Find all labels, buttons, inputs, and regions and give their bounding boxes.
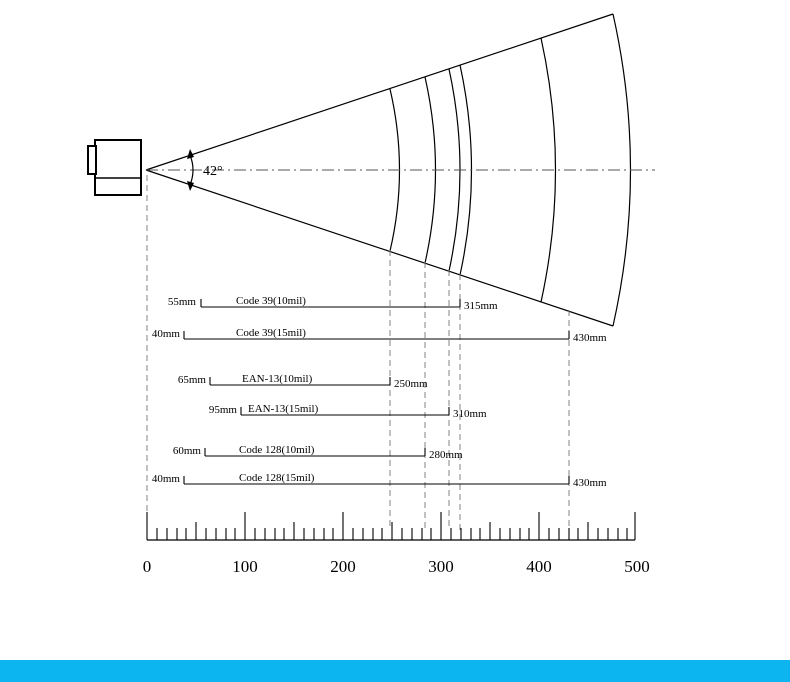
range-row-code128-15mil <box>152 472 607 489</box>
range-near-label: 55mm <box>167 296 196 308</box>
axis-tick-label-0: 0 <box>142 557 152 576</box>
distance-ruler <box>143 512 650 576</box>
range-near-label: 40mm <box>151 473 180 485</box>
range-far-label: 430mm <box>573 477 607 489</box>
range-name-label: Code 128(15mil) <box>239 472 315 484</box>
range-name-label: EAN-13(10mil) <box>242 373 313 385</box>
range-near-label: 40mm <box>151 328 180 340</box>
bottom-accent-bar <box>0 660 790 682</box>
scanner-body <box>88 140 141 195</box>
axis-tick-label-300: 300 <box>428 557 454 576</box>
range-row-ean13-10mil <box>178 373 428 390</box>
range-near-label: 60mm <box>172 445 201 457</box>
range-name-label: Code 128(10mil) <box>239 444 315 456</box>
range-far-label: 250mm <box>394 378 428 390</box>
range-far-label: 430mm <box>573 332 607 344</box>
range-far-label: 315mm <box>464 300 498 312</box>
axis-tick-label-100: 100 <box>232 557 258 576</box>
range-row-ean13-15mil <box>209 403 487 420</box>
axis-tick-label-400: 400 <box>526 557 552 576</box>
range-name-label: Code 39(10mil) <box>236 295 306 307</box>
range-row-code128-10mil <box>173 444 463 461</box>
range-near-label: 65mm <box>177 374 206 386</box>
axis-tick-label-500: 500 <box>624 557 650 576</box>
vertical-guides <box>147 175 569 530</box>
range-far-label: 310mm <box>453 408 487 420</box>
axis-tick-label-200: 200 <box>330 557 356 576</box>
range-row-code39-15mil <box>152 327 607 344</box>
range-name-label: Code 39(15mil) <box>236 327 306 339</box>
range-far-label: 280mm <box>429 449 463 461</box>
range-row-code39-10mil <box>168 295 498 312</box>
range-name-label: EAN-13(15mil) <box>248 403 319 415</box>
range-near-label: 95mm <box>208 404 237 416</box>
angle-label: 42° <box>203 164 223 179</box>
